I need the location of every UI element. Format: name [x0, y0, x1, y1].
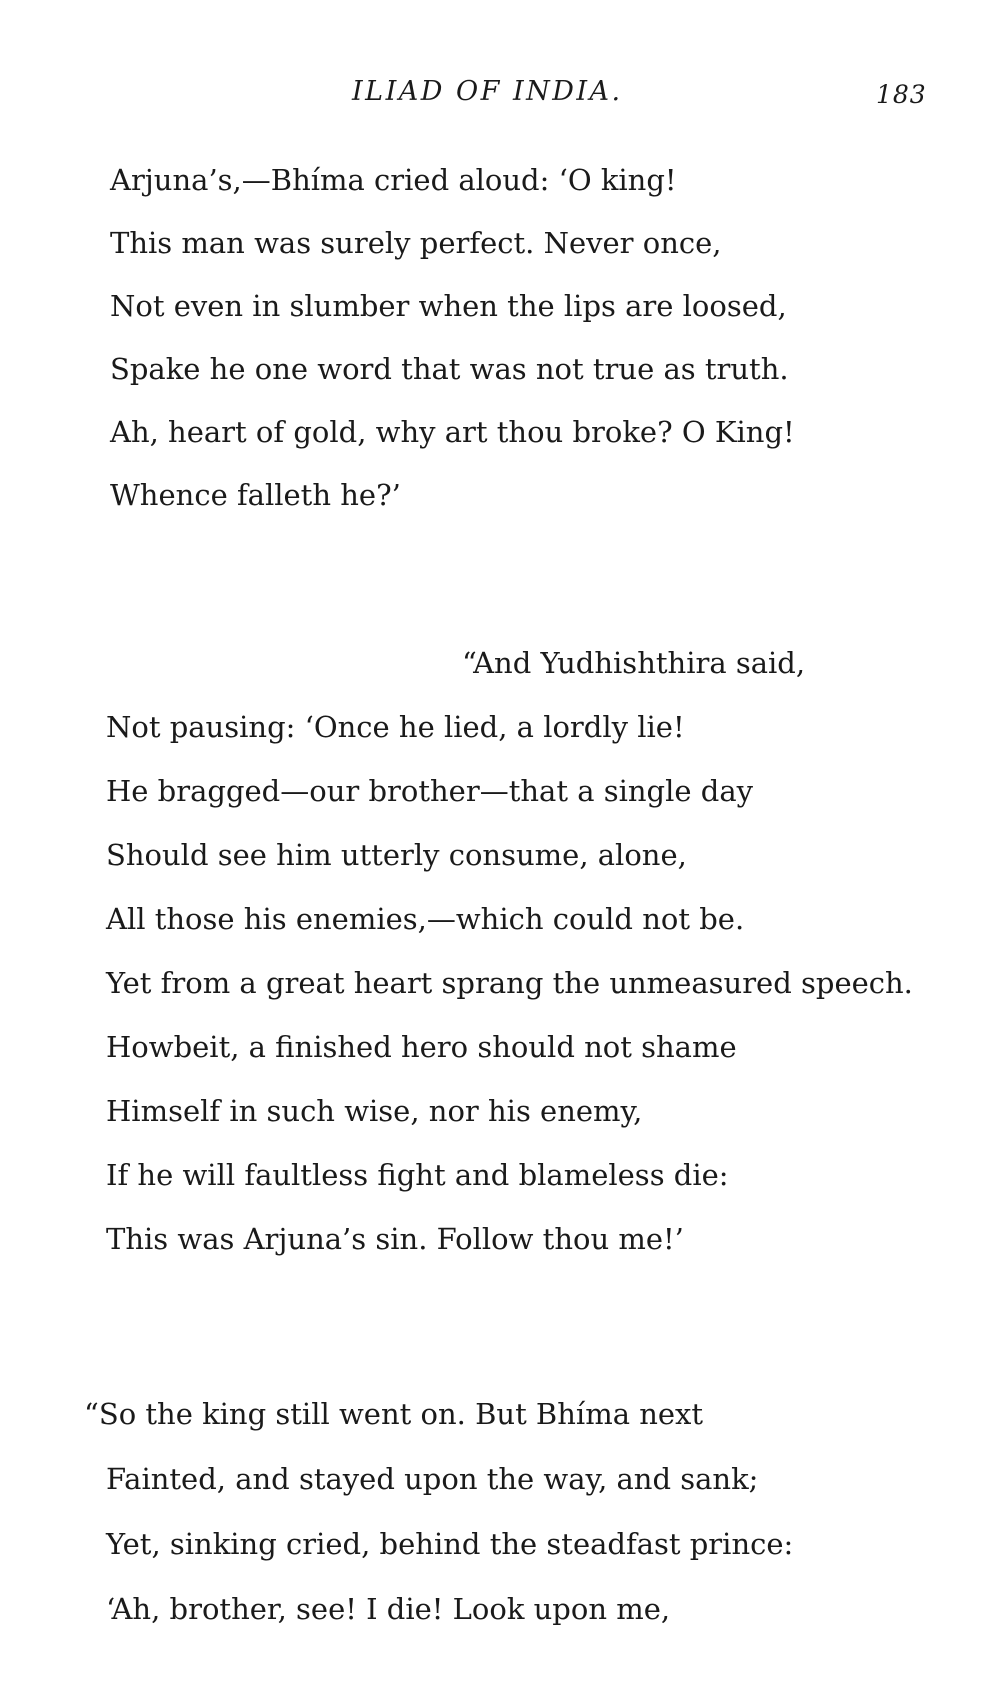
verse-line: Not even in slumber when the lips are loosed,: [110, 289, 787, 323]
running-title: ILIAD OF INDIA.: [352, 76, 623, 107]
running-head: [0, 76, 1000, 126]
verse-line: Howbeit, a finished hero should not shame: [106, 1030, 737, 1064]
verse-line: Yet, sinking cried, behind the steadfast prince:: [106, 1527, 794, 1561]
verse-line: Should see him utterly consume, alone,: [106, 838, 687, 872]
verse-line: Himself in such wise, nor his enemy,: [106, 1094, 643, 1128]
verse-line: Not pausing: ‘Once he lied, a lordly lie!: [106, 710, 685, 744]
verse-line: This was Arjuna’s sin. Follow thou me!’: [106, 1222, 684, 1256]
verse-line: “And Yudhishthira said,: [462, 646, 806, 680]
verse-line: Yet from a great heart sprang the unmeasured speech.: [106, 966, 913, 1000]
page-number: 183: [876, 80, 927, 109]
verse-line: This man was surely perfect. Never once,: [110, 226, 722, 260]
verse-line: Ah, heart of gold, why art thou broke? O King!: [110, 415, 795, 449]
verse-line: ‘Ah, brother, see! I die! Look upon me,: [106, 1592, 671, 1626]
verse-line: Whence falleth he?’: [110, 478, 401, 512]
verse-line: Arjuna’s,—Bhíma cried aloud: ‘O king!: [110, 163, 677, 197]
verse-line: Fainted, and stayed upon the way, and sank;: [106, 1462, 759, 1496]
verse-line: He bragged—our brother—that a single day: [106, 774, 753, 808]
verse-line: If he will faultless fight and blameless die:: [106, 1158, 729, 1192]
verse-line: All those his enemies,—which could not be.: [106, 902, 745, 936]
verse-line: Spake he one word that was not true as truth.: [110, 352, 789, 386]
verse-line: “So the king still went on. But Bhíma next: [84, 1397, 704, 1431]
